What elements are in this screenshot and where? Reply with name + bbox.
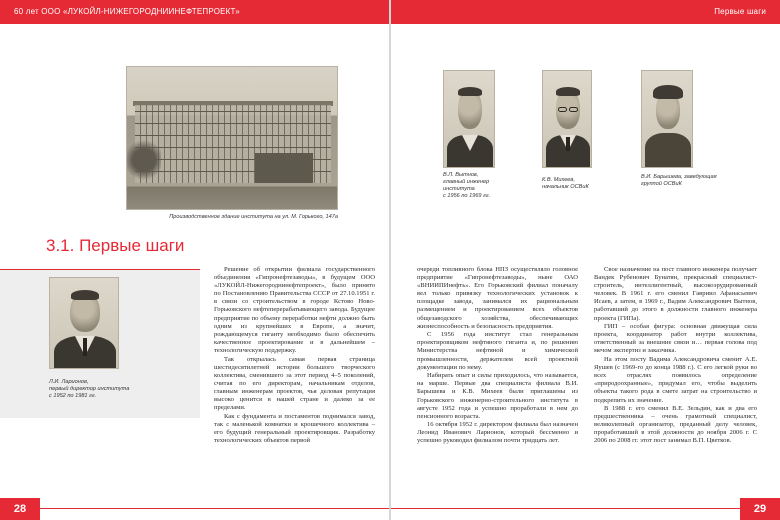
building-photo-caption: Производственное здание института на ул. М. Горького, 147а (169, 214, 338, 220)
caption-line: В.И. Барышева, заведующая (641, 174, 717, 180)
paragraph: С 1956 года институт стал генеральным проектировщиком нефтяного гиганта и, по решению Министерства нефтяной и химической промышленности, держателем всей проектной документации по нему. (417, 331, 578, 371)
glasses-icon (569, 107, 578, 112)
paragraph: 16 октября 1952 г. директором филиала был назначен Леонид Иванович Ларионов, который бессменно и успешно руководил филиалом почти тридцать лет. (417, 421, 578, 445)
paragraph: очереди топливного блока НПЗ осуществляло головное предприятие «Гипронефтезаводы», ныне ОАО «ВНИИПИнефть». Его Горьковский филиал поначалу вел только привязку технологических установок к площадке завода, занимался их рациональным размещением и проектированием всех объектов общезаводского хозяйства, обеспечивающих жизнеспособность и безопасность предприятия. (417, 266, 578, 330)
caption-line: В.Л. Вытнов, (443, 172, 479, 178)
caption-line: с 1952 по 1981 гг. (49, 393, 97, 399)
portrait-dress (645, 133, 691, 168)
paragraph: Так открылась самая первая страница шестидесятилетней истории большого творческого коллектива, сменившего за этот период 4–5 поколений, считая по его директорам, начальникам отделов, главным инженерам проектов, чья деловая репутация высоко ценится в нашей стране и далеко за ее пределами. (214, 355, 375, 412)
portrait-barysheva (641, 70, 693, 168)
caption-line: группой ОСВиК (641, 181, 682, 187)
running-header-right: Первые шаги (714, 7, 766, 16)
caption-line: начальник ОСВиК (542, 184, 589, 190)
footer-line-left (40, 508, 389, 509)
paragraph: Как с фундамента и постаментов поднимался завод, так с маленькой комнатки и крошечного коллектива – его будущий генеральный проектировщик. Разработку технологических объектов первой (214, 412, 375, 444)
tree (127, 137, 161, 183)
building-photo (126, 66, 338, 210)
portrait-caption-barysheva (641, 174, 717, 188)
portrait-hair (458, 87, 482, 96)
caption-line: института (443, 186, 475, 192)
portrait-caption-mikheev (542, 177, 589, 191)
page-number-left: 28 (0, 498, 40, 520)
left-page (0, 0, 389, 520)
portrait-hair (556, 87, 580, 96)
portrait-hair (71, 290, 99, 300)
portrait-vytnov (443, 70, 495, 168)
portrait-hair (653, 85, 683, 99)
portrait-mikheev (542, 70, 592, 168)
caption-line: К.В. Михеев, (542, 177, 575, 183)
paragraph: Свое назначение на пост главного инженера получает Вандек Рубенович Бунатян, прекрасный специалист-строитель, интеллигентный, высокоэрудированный человек. В 1961 г. его сменил Гавриил Афанасьевич Исаев, а затем, в 1969 г., Вадим Александрович Вытнов, работавший до этого в должности главного инженера проекта (ГИПа). (594, 266, 757, 322)
portrait-tie (83, 338, 87, 356)
footer-line-right (391, 508, 740, 509)
portrait-larionov (49, 277, 119, 369)
portrait-caption-vytnov (443, 172, 490, 200)
portrait-tie (566, 137, 570, 151)
caption-line: с 1956 по 1969 гг. (443, 193, 491, 199)
building-entrance (255, 153, 313, 183)
paragraph: На этом посту Вадима Александровича сменит А.Е. Яушев (с 1969-го до конца 1988 г.). С его легкой руки во всех отраслях появилось определение «природоохранные», придумал его, чтобы выделить объекты такого рода в смете затрат на строительство и подкрепить их значение. (594, 356, 757, 404)
caption-line: Л.И. Ларионов, (49, 379, 89, 385)
paragraph: Решение об открытии филиала государственного объединения «Гипронефтезаводы», в будущем ООО «ЛУКОЙЛ-Нижегороднинефтепроект», было принято по Постановлению Правительства СССР от 27.10.1951 г. в связи со строительством в городе Кстово Ново-Горьковского нефтеперерабатывающего завода. Будущее предприятие по объему переработки нефти должно быть одним из крупнейших в Европе, а значит, рождающемуся гиганту необходимо было обеспечить качественное проектирование и в дальнейшем – технологическую поддержку. (214, 266, 375, 354)
caption-line: главный инженер (443, 179, 490, 185)
section-title: 3.1. Первые шаги (46, 236, 185, 255)
paragraph: Набирать опыт и силы приходилось, что называется, на марше. Первые два специалиста филиала В.И. Барышева и К.В. Михеев были приглашены из Горьковского инженерно-строительного института в августе 1952 года и успешно проработали в нем до пенсионного возраста. (417, 372, 578, 420)
text-column-3 (594, 266, 757, 446)
page-number-right: 29 (740, 498, 780, 520)
glasses-icon (558, 107, 567, 112)
caption-line: первый директор института (49, 386, 130, 392)
portrait-caption-larionov (49, 379, 129, 400)
running-header-left: 60 лет ООО «ЛУКОЙЛ-НИЖЕГОРОДНИИНЕФТЕПРОЕКТ» (14, 7, 240, 16)
paragraph: ГИП – особая фигура: основная движущая сила проекта, координатор работ внутри коллектива, ответственный за внешние связи и… первая голова под мечом экспертиз и заказчика. (594, 323, 757, 355)
paragraph: В 1988 г. его сменил В.Е. Зельдин, как и два его предшественника – очень грамотный специалист, великолепный организатор, преданный делу человек, проработавший в этой должности до ноября 2006 г. С 2006 по 2008 гг. этот пост занимал В.П. Цветков. (594, 405, 757, 445)
text-column-2 (417, 266, 578, 446)
text-column-1 (214, 266, 375, 446)
